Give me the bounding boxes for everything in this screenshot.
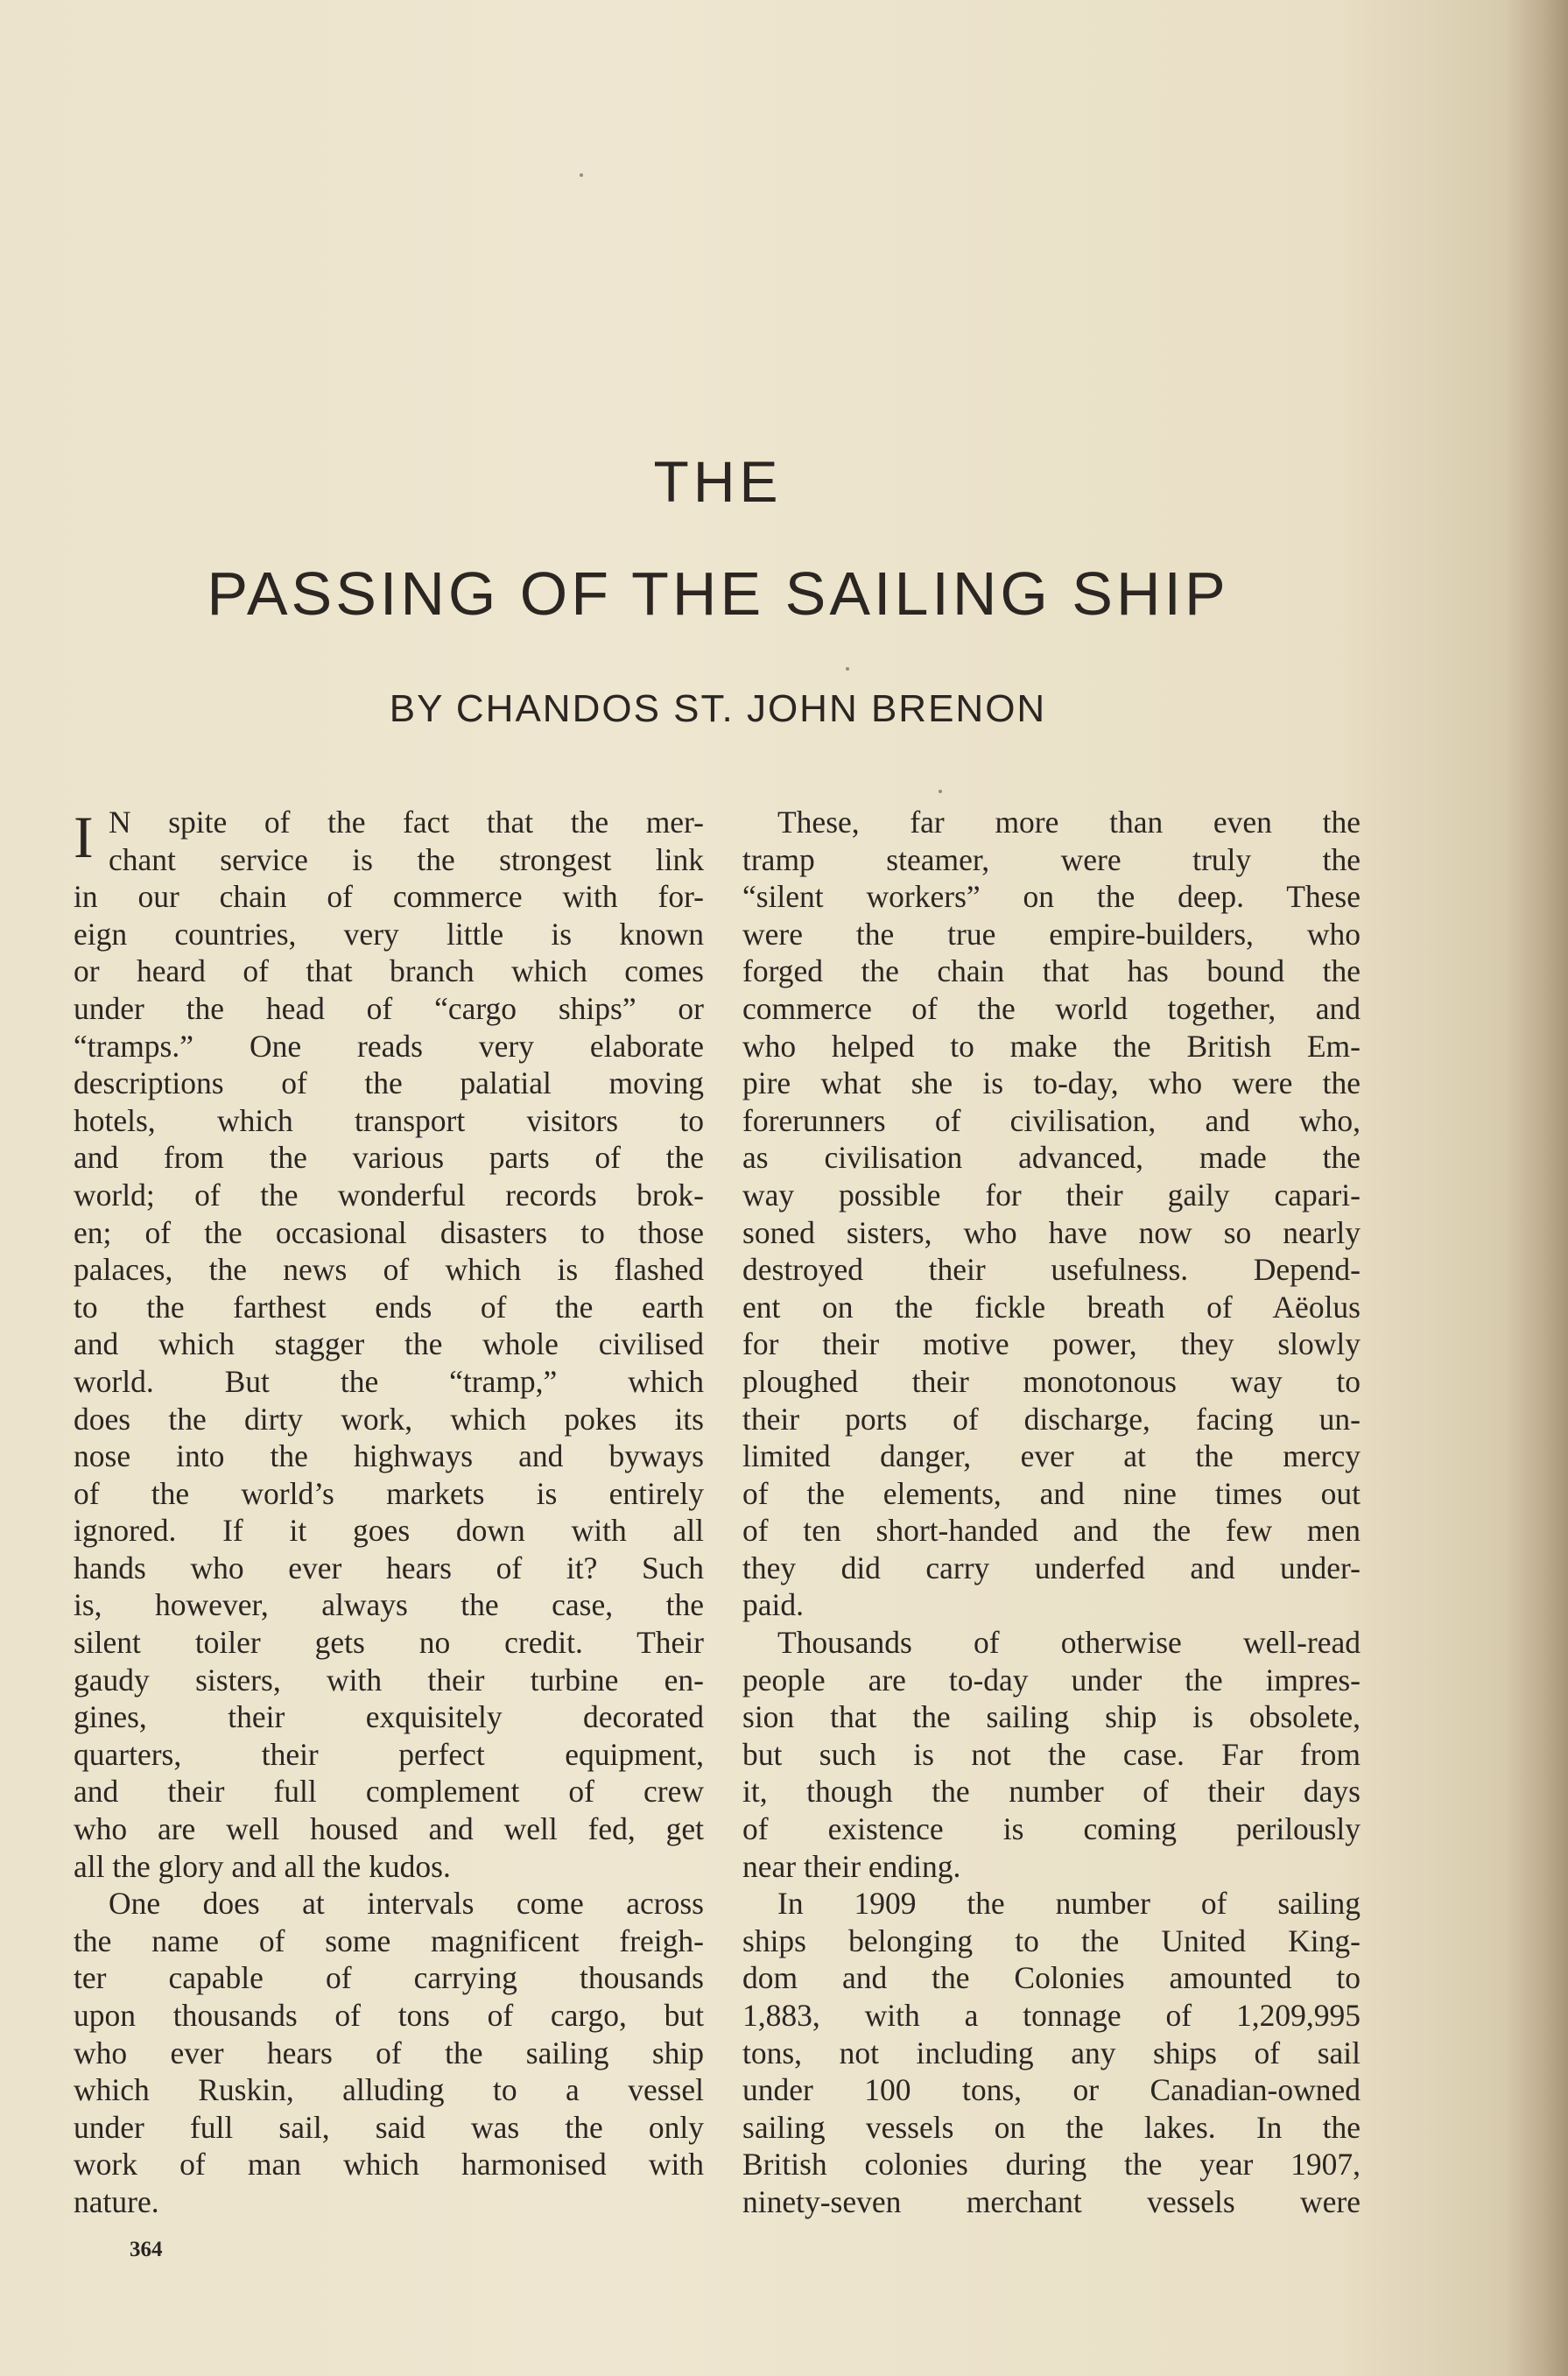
text-line: to the farthest ends of the earth xyxy=(74,1289,704,1325)
text-line: and their full complement of crew xyxy=(74,1774,704,1810)
text-line: of existence is coming perilously xyxy=(742,1811,1361,1847)
text-line: their ports of discharge, facing un- xyxy=(742,1401,1361,1437)
text-line: ninety-seven merchant vessels were xyxy=(742,2183,1361,2219)
text-line: upon thousands of tons of cargo, but xyxy=(74,1998,704,2033)
text-line: In 1909 the number of sailing xyxy=(777,1886,1361,1922)
text-line: who are well housed and well fed, get xyxy=(74,1811,704,1847)
text-line: tramp steamer, were truly the xyxy=(742,841,1361,877)
text-line: palaces, the news of which is flashed xyxy=(74,1252,704,1288)
text-line: hotels, which transport visitors to xyxy=(74,1102,704,1138)
text-line: for their motive power, they slowly xyxy=(742,1326,1361,1362)
text-line: near their ending. xyxy=(742,1848,961,1884)
text-line: ignored. If it goes down with all xyxy=(74,1513,704,1549)
text-line: under full sail, said was the only xyxy=(74,2109,704,2145)
text-line: destroyed their usefulness. Depend- xyxy=(742,1252,1361,1288)
text-line: ships belonging to the United King- xyxy=(742,1923,1361,1958)
left-column xyxy=(74,804,704,2221)
text-line: chant service is the strongest link xyxy=(109,841,704,877)
text-line: nose into the highways and byways xyxy=(74,1438,704,1474)
text-line: soned sisters, who have now so nearly xyxy=(742,1214,1361,1250)
binding-shadow xyxy=(1507,0,1568,2376)
text-line: it, though the number of their days xyxy=(742,1774,1361,1810)
text-line: Thousands of otherwise well-read xyxy=(777,1625,1361,1661)
page-number: 364 xyxy=(130,2238,163,2261)
text-line: “silent workers” on the deep. These xyxy=(742,879,1361,915)
text-line: the name of some magnificent freigh- xyxy=(74,1923,704,1958)
text-line: quarters, their perfect equipment, xyxy=(74,1736,704,1772)
text-line: ent on the fickle breath of Aëolus xyxy=(742,1289,1361,1325)
text-line: does the dirty work, which pokes its xyxy=(74,1401,704,1437)
text-line: paid. xyxy=(742,1587,804,1623)
text-line: all the glory and all the kudos. xyxy=(74,1848,451,1884)
text-line: of the world’s markets is entirely xyxy=(74,1475,704,1511)
article-title: PASSING OF THE SAILING SHIP xyxy=(207,559,1229,628)
text-line: silent toiler gets no credit. Their xyxy=(74,1625,704,1661)
text-line: gines, their exquisitely decorated xyxy=(74,1699,704,1735)
text-line: world; of the wonderful records brok- xyxy=(74,1177,704,1213)
text-line: sailing vessels on the lakes. In the xyxy=(742,2109,1361,2145)
text-line: gaudy sisters, with their turbine en- xyxy=(74,1662,704,1698)
text-line: ter capable of carrying thousands xyxy=(74,1960,704,1996)
right-column xyxy=(742,804,1361,2221)
text-line: who helped to make the British Em- xyxy=(742,1028,1361,1064)
text-line: British colonies during the year 1907, xyxy=(742,2147,1361,2183)
text-line: under 100 tons, or Canadian-owned xyxy=(742,2072,1361,2108)
text-line: forged the chain that has bound the xyxy=(742,953,1361,989)
text-line: and which stagger the whole civilised xyxy=(74,1326,704,1362)
text-line: sion that the sailing ship is obsolete, xyxy=(742,1699,1361,1735)
text-line: “tramps.” One reads very elaborate xyxy=(74,1028,704,1064)
article-byline: BY CHANDOS ST. JOHN BRENON xyxy=(389,687,1047,730)
print-speck xyxy=(939,790,942,793)
text-line: work of man which harmonised with xyxy=(74,2147,704,2183)
text-line: is, however, always the case, the xyxy=(74,1587,704,1623)
text-line: of ten short-handed and the few men xyxy=(742,1513,1361,1549)
text-line: of the elements, and nine times out xyxy=(742,1475,1361,1511)
text-line: commerce of the world together, and xyxy=(742,990,1361,1026)
text-line: limited danger, ever at the mercy xyxy=(742,1438,1361,1474)
text-line: or heard of that branch which comes xyxy=(74,953,704,989)
article-title-the: THE xyxy=(653,449,783,514)
text-line: forerunners of civilisation, and who, xyxy=(742,1102,1361,1138)
text-line: way possible for their gaily capari- xyxy=(742,1177,1361,1213)
text-line: nature. xyxy=(74,2183,159,2219)
print-speck xyxy=(846,667,849,671)
text-line: ploughed their monotonous way to xyxy=(742,1363,1361,1399)
text-line: eign countries, very little is known xyxy=(74,916,704,952)
text-line: which Ruskin, alluding to a vessel xyxy=(74,2072,704,2108)
text-line: dom and the Colonies amounted to xyxy=(742,1960,1361,1996)
text-line: but such is not the case. Far from xyxy=(742,1736,1361,1772)
print-speck xyxy=(580,173,583,177)
text-line: tons, not including any ships of sail xyxy=(742,2035,1361,2070)
text-line: under the head of “cargo ships” or xyxy=(74,990,704,1026)
text-line: hands who ever hears of it? Such xyxy=(74,1550,704,1585)
text-line: One does at intervals come across xyxy=(109,1886,704,1922)
text-line: they did carry underfed and under- xyxy=(742,1550,1361,1585)
text-line: were the true empire-builders, who xyxy=(742,916,1361,952)
text-line: descriptions of the palatial moving xyxy=(74,1065,704,1101)
text-line: world. But the “tramp,” which xyxy=(74,1363,704,1399)
text-line: 1,883, with a tonnage of 1,209,995 xyxy=(742,1998,1361,2033)
text-line: in our chain of commerce with for- xyxy=(74,879,704,915)
drop-cap: I xyxy=(74,804,94,870)
text-line: as civilisation advanced, made the xyxy=(742,1140,1361,1176)
text-line: pire what she is to-day, who were the xyxy=(742,1065,1361,1101)
text-line: These, far more than even the xyxy=(777,805,1361,840)
text-line: en; of the occasional disasters to those xyxy=(74,1214,704,1250)
text-line: N spite of the fact that the mer- xyxy=(109,805,704,840)
text-line: who ever hears of the sailing ship xyxy=(74,2035,704,2070)
text-line: and from the various parts of the xyxy=(74,1140,704,1176)
text-line: people are to-day under the impres- xyxy=(742,1662,1361,1698)
